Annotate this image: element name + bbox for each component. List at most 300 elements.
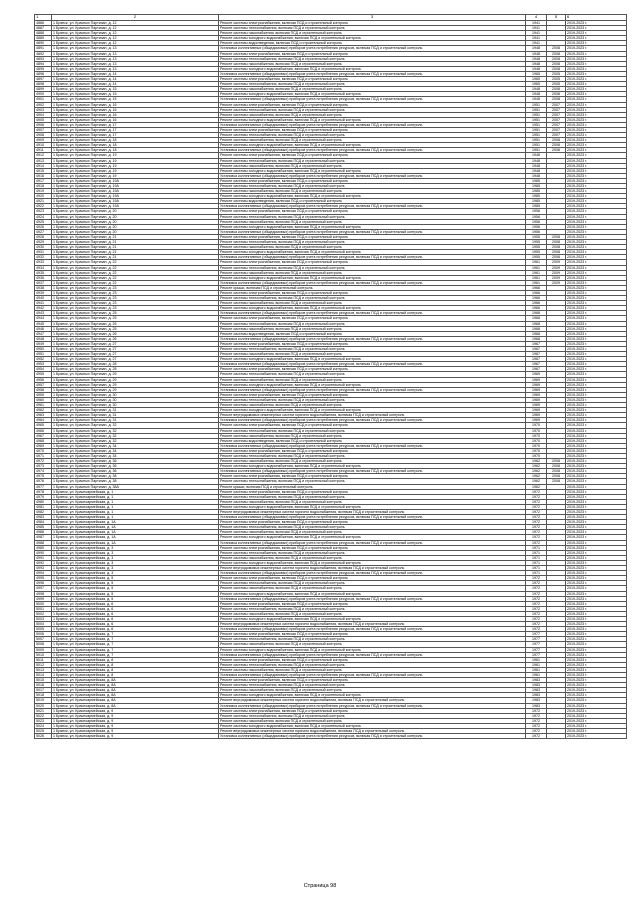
row-work-type: Ремонт крыши, включая ПСД и строительный контроль — [219, 484, 526, 489]
row-work-type: Ремонт системы газоснабжения, включая ПСД и строительный контроль — [219, 163, 526, 168]
row-address: 1 Брянск, ул. Красных Партизан, д. 25 — [52, 326, 219, 331]
row-period: 2019-2023 г. — [566, 576, 627, 581]
row-address: 1 Брянск, ул. Красных Партизан, д. 27 — [52, 357, 219, 362]
row-period: 2019-2023 г. — [566, 194, 627, 199]
row-build-year: 1970 — [526, 428, 547, 433]
row-number: 5019 — [35, 698, 52, 703]
row-address: 1 Брянск, ул. Красных Партизан, д. 16 — [52, 102, 219, 107]
row-period: 2019-2023 г. — [566, 189, 627, 194]
row-period: 2019-2023 г. — [566, 387, 627, 392]
row-build-year: 1967 — [526, 357, 547, 362]
row-build-year: 1968 — [526, 336, 547, 341]
row-address: 1 Брянск, ул. Красноармейская, д. 1 — [52, 515, 219, 520]
row-period: 2019-2023 г. — [566, 321, 627, 326]
row-build-year: 1961 — [526, 275, 547, 280]
row-work-type: Ремонт системы теплоснабжения, включая ПСД и строительный контроль — [219, 296, 526, 301]
row-repair-year: 2008 — [547, 255, 566, 260]
row-period: 2019-2023 г. — [566, 499, 627, 504]
row-period: 2019-2023 г. — [566, 306, 627, 311]
row-number: 4932 — [35, 255, 52, 260]
row-address: 1 Брянск, ул. Красных Партизан, д. 29 — [52, 387, 219, 392]
row-address: 1 Брянск, ул. Красных Партизан, д. 14 — [52, 77, 219, 82]
row-address: 1 Брянск, ул. Красных Партизан, д. 20 — [52, 224, 219, 229]
row-number: 5015 — [35, 678, 52, 683]
row-work-type: Ремонт системы газоснабжения, включая ПСД и строительный контроль — [219, 667, 526, 672]
row-number: 4961 — [35, 403, 52, 408]
row-address: 1 Брянск, ул. Красных Партизан, д. 25 — [52, 321, 219, 326]
row-work-type: Ремонт системы газоснабжения, включая ПСД и строительный контроль — [219, 530, 526, 535]
row-work-type: Ремонт системы газоснабжения, включая ПСД и строительный контроль — [219, 718, 526, 723]
row-number: 4903 — [35, 107, 52, 112]
row-address: 1 Брянск, ул. Красных Партизан, д. 38 — [52, 479, 219, 484]
row-period: 2019-2023 г. — [566, 178, 627, 183]
row-period: 2019-2023 г. — [566, 326, 627, 331]
row-period: 2019-2023 г. — [566, 209, 627, 214]
row-address: 1 Брянск, ул. Красных Партизан, д. 14 — [52, 82, 219, 87]
row-build-year: 1969 — [526, 418, 547, 423]
row-number: 4899 — [35, 87, 52, 92]
row-address: 1 Брянск, ул. Красных Партизан, д. 31 — [52, 408, 219, 413]
row-address: 1 Брянск, ул. Красноармейская, д. 5 — [52, 576, 219, 581]
row-build-year: 1951 — [526, 107, 547, 112]
row-build-year: 1967 — [526, 362, 547, 367]
row-number: 4898 — [35, 82, 52, 87]
row-address: 1 Брянск, ул. Красноармейская, д. 3 — [52, 560, 219, 565]
row-build-year: 1966 — [526, 306, 547, 311]
row-address: 1 Брянск, ул. Красных Партизан, д. 16 — [52, 107, 219, 112]
row-number: 4935 — [35, 270, 52, 275]
row-period: 2019-2023 г. — [566, 311, 627, 316]
row-work-type: Установка коллективных (общедомовых) приборов учета потребления ресурсов, включая ПСД и строительный контроль — [219, 280, 526, 285]
row-period: 2019-2023 г. — [566, 693, 627, 698]
row-address: 1 Брянск, ул. Красных Партизан, д. 36 — [52, 469, 219, 474]
row-number: 5003 — [35, 616, 52, 621]
row-work-type: Ремонт внутридомовых инженерных систем горячего водоснабжения, включая ПСД и строительный контроль — [219, 698, 526, 703]
row-number: 4983 — [35, 515, 52, 520]
row-number: 5004 — [35, 622, 52, 627]
row-address: 1 Брянск, ул. Красных Партизан, д. 34 — [52, 448, 219, 453]
row-build-year: 1972 — [526, 723, 547, 728]
row-address: 1 Брянск, ул. Красных Партизан, д. 29 — [52, 372, 219, 377]
row-period: 2019-2023 г. — [566, 606, 627, 611]
row-number: 4947 — [35, 331, 52, 336]
row-period: 2019-2023 г. — [566, 229, 627, 234]
row-work-type: Ремонт системы теплоснабжения, включая ПСД и строительный контроль — [219, 494, 526, 499]
row-number: 4994 — [35, 571, 52, 576]
row-work-type: Ремонт системы теплоснабжения, включая ПСД и строительный контроль — [219, 133, 526, 138]
row-address: 1 Брянск, ул. Красных Партизан, д. 29 — [52, 382, 219, 387]
row-build-year: 1961 — [526, 662, 547, 667]
row-address: 1 Брянск, ул. Красноармейская, д. 6 — [52, 622, 219, 627]
row-build-year: 1961 — [526, 280, 547, 285]
row-address: 1 Брянск, ул. Красных Партизан, д. 29 — [52, 377, 219, 382]
row-number: 4891 — [35, 46, 52, 51]
row-number: 5009 — [35, 647, 52, 652]
row-work-type: Ремонт системы электроснабжения, включая ПСД и строительный контроль — [219, 489, 526, 494]
row-build-year: 1970 — [526, 433, 547, 438]
row-number: 5025 — [35, 729, 52, 734]
row-work-type: Ремонт системы газоснабжения, включая ПСД и строительный контроль — [219, 326, 526, 331]
row-period: 2019-2023 г. — [566, 698, 627, 703]
row-address: 1 Брянск, ул. Красных Партизан, д. 12 — [52, 41, 219, 46]
row-work-type: Ремонт системы газоснабжения, включая ПСД и строительный контроль — [219, 138, 526, 143]
row-number: 4959 — [35, 392, 52, 397]
row-repair-year: 2008 — [547, 143, 566, 148]
row-work-type: Ремонт системы электроснабжения, включая ПСД и строительный контроль — [219, 474, 526, 479]
row-period: 2019-2023 г. — [566, 397, 627, 402]
row-work-type: Ремонт системы электроснабжения, включая ПСД и строительный контроль — [219, 77, 526, 82]
row-build-year: 1941 — [526, 26, 547, 31]
row-build-year: 1971 — [526, 560, 547, 565]
row-work-type: Ремонт системы газоснабжения, включая ПСД и строительный контроль — [219, 586, 526, 591]
row-number: 4955 — [35, 372, 52, 377]
row-number: 4993 — [35, 566, 52, 571]
row-work-type: Ремонт системы электроснабжения, включая ПСД и строительный контроль — [219, 260, 526, 265]
row-address: 1 Брянск, ул. Красноармейская, д. 1 — [52, 504, 219, 509]
row-address: 1 Брянск, ул. Красных Партизан, д. 15 — [52, 97, 219, 102]
row-period: 2019-2023 г. — [566, 347, 627, 352]
row-work-type: Ремонт системы электроснабжения, включая ПСД и строительный контроль — [219, 678, 526, 683]
row-build-year: 1970 — [526, 448, 547, 453]
row-address: 1 Брянск, ул. Красных Партизан, д. 28 — [52, 362, 219, 367]
row-address: 1 Брянск, ул. Красноармейская, д. 1 — [52, 494, 219, 499]
row-work-type: Ремонт системы холодного водоснабжения, включая ПСД и строительный контроль — [219, 464, 526, 469]
row-address: 1 Брянск, ул. Красных Партизан, д. 22 — [52, 260, 219, 265]
row-period: 2019-2023 г. — [566, 616, 627, 621]
row-work-type: Ремонт системы холодного водоснабжения, включая ПСД и строительный контроль — [219, 275, 526, 280]
row-build-year: 1966 — [526, 301, 547, 306]
row-number: 4938 — [35, 285, 52, 290]
row-number: 4978 — [35, 489, 52, 494]
row-period: 2019-2023 г. — [566, 423, 627, 428]
row-address: 1 Брянск, ул. Красноармейская, д. 1А — [52, 540, 219, 545]
row-work-type: Ремонт системы холодного водоснабжения, включая ПСД и строительный контроль — [219, 250, 526, 255]
row-period: 2019-2023 г. — [566, 280, 627, 285]
row-address: 1 Брянск, ул. Красноармейская, д. 8А — [52, 703, 219, 708]
row-work-type: Ремонт системы теплоснабжения, включая ПСД и строительный контроль — [219, 265, 526, 270]
row-build-year: 1948 — [526, 92, 547, 97]
row-work-type: Установка коллективных (общедомовых) приборов учета потребления ресурсов, включая ПСД и строительный контроль — [219, 255, 526, 260]
row-address: 1 Брянск, ул. Красных Партизан, д. 21 — [52, 250, 219, 255]
row-address: 1 Брянск, ул. Красных Партизан, д. 12 — [52, 31, 219, 36]
row-build-year: 1951 — [526, 133, 547, 138]
row-period: 2019-2023 г. — [566, 362, 627, 367]
row-number: 4928 — [35, 234, 52, 239]
row-build-year: 1985 — [526, 204, 547, 209]
row-work-type: Ремонт системы газоснабжения, включая ПСД и строительный контроль — [219, 642, 526, 647]
row-address: 1 Брянск, ул. Красноармейская, д. 3 — [52, 571, 219, 576]
row-work-type: Ремонт системы теплоснабжения, включая ПСД и строительный контроль — [219, 347, 526, 352]
row-address: 1 Брянск, ул. Красных Партизан, д. 22 — [52, 270, 219, 275]
row-work-type: Ремонт системы холодного водоснабжения, включая ПСД и строительный контроль — [219, 194, 526, 199]
row-repair-year: 2005 — [547, 82, 566, 87]
row-work-type: Ремонт системы теплоснабжения, включая ПСД и строительный контроль — [219, 107, 526, 112]
row-work-type: Установка коллективных (общедомовых) приборов учета потребления ресурсов, включая ПСД и строительный контроль — [219, 515, 526, 520]
row-work-type: Установка коллективных (общедомовых) приборов учета потребления ресурсов, включая ПСД и строительный контроль — [219, 204, 526, 209]
row-address: 1 Брянск, ул. Красноармейская, д. 9 — [52, 734, 219, 739]
row-work-type: Ремонт системы газоснабжения, включая ПСД и строительный контроль — [219, 499, 526, 504]
row-number: 5026 — [35, 734, 52, 739]
row-period: 2019-2023 г. — [566, 107, 627, 112]
row-number: 4972 — [35, 459, 52, 464]
row-number: 4894 — [35, 61, 52, 66]
row-work-type: Установка коллективных (общедомовых) приборов учета потребления ресурсов, включая ПСД и строительный контроль — [219, 229, 526, 234]
row-work-type: Ремонт системы газоснабжения, включая ПСД и строительный контроль — [219, 403, 526, 408]
row-repair-year: 2008 — [547, 138, 566, 143]
row-address: 1 Брянск, ул. Красноармейская, д. 8А — [52, 693, 219, 698]
row-period: 2019-2023 г. — [566, 316, 627, 321]
row-build-year: 1961 — [526, 667, 547, 672]
row-number: 4957 — [35, 382, 52, 387]
row-address: 1 Брянск, ул. Красных Партизан, д. 25 — [52, 311, 219, 316]
row-number: 4931 — [35, 250, 52, 255]
row-build-year: 1983 — [526, 683, 547, 688]
row-period: 2019-2023 г. — [566, 92, 627, 97]
row-work-type: Ремонт системы электроснабжения, включая ПСД и строительный контроль — [219, 316, 526, 321]
col-header-2: 2 — [52, 15, 219, 21]
row-number: 4917 — [35, 178, 52, 183]
row-work-type: Ремонт системы газоснабжения, включая ПСД и строительный контроль — [219, 688, 526, 693]
row-address: 1 Брянск, ул. Красноармейская, д. 8А — [52, 678, 219, 683]
row-address: 1 Брянск, ул. Красноармейская, д. 8 — [52, 673, 219, 678]
row-work-type: Установка коллективных (общедомовых) приборов учета потребления ресурсов, включая ПСД и строительный контроль — [219, 336, 526, 341]
row-address: 1 Брянск, ул. Красных Партизан, д. 21 — [52, 240, 219, 245]
row-period: 2019-2023 г. — [566, 428, 627, 433]
row-work-type: Ремонт системы холодного водоснабжения, включая ПСД и строительный контроль — [219, 306, 526, 311]
row-period: 2019-2023 г. — [566, 87, 627, 92]
row-work-type: Установка коллективных (общедомовых) приборов учета потребления ресурсов, включая ПСД и строительный контроль — [219, 46, 526, 51]
row-address: 1 Брянск, ул. Красноармейская, д. 7 — [52, 647, 219, 652]
row-build-year: 1961 — [526, 673, 547, 678]
row-work-type: Ремонт системы электроснабжения, включая ПСД и строительный контроль — [219, 51, 526, 56]
row-number: 4919 — [35, 189, 52, 194]
row-number: 4996 — [35, 581, 52, 586]
row-period: 2019-2023 г. — [566, 61, 627, 66]
document-sheet — [34, 14, 608, 739]
row-build-year: 1956 — [526, 219, 547, 224]
row-address: 1 Брянск, ул. Красных Партизан, д. 13 — [52, 56, 219, 61]
row-build-year: 1983 — [526, 693, 547, 698]
row-address: 1 Брянск, ул. Красных Партизан, д. 19А — [52, 184, 219, 189]
row-period: 2019-2023 г. — [566, 657, 627, 662]
row-address: 1 Брянск, ул. Красноармейская, д. 6 — [52, 611, 219, 616]
row-work-type: Ремонт системы электроснабжения, включая ПСД и строительный контроль — [219, 708, 526, 713]
row-address: 1 Брянск, ул. Красных Партизан, д. 15 — [52, 92, 219, 97]
row-address: 1 Брянск, ул. Красных Партизан, д. 19 — [52, 173, 219, 178]
row-work-type: Ремонт системы водоотведения, включая ПСД и строительный контроль — [219, 41, 526, 46]
row-build-year: 1948 — [526, 153, 547, 158]
row-period: 2019-2023 г. — [566, 331, 627, 336]
row-number: 4952 — [35, 357, 52, 362]
row-period: 2019-2023 г. — [566, 234, 627, 239]
row-number: 4984 — [35, 520, 52, 525]
row-period: 2019-2023 г. — [566, 56, 627, 61]
row-work-type: Ремонт системы теплоснабжения, включая ПСД и строительный контроль — [219, 214, 526, 219]
row-number: 4948 — [35, 336, 52, 341]
row-period: 2019-2023 г. — [566, 433, 627, 438]
row-build-year: 1968 — [526, 311, 547, 316]
row-work-type: Ремонт системы холодного водоснабжения, включая ПСД и строительный контроль — [219, 66, 526, 71]
row-number: 4997 — [35, 586, 52, 591]
row-address: 1 Брянск, ул. Красных Партизан, д. 13 — [52, 66, 219, 71]
row-build-year: 1948 — [526, 56, 547, 61]
row-build-year: 1972 — [526, 611, 547, 616]
row-period: 2019-2023 г. — [566, 555, 627, 560]
row-repair-year: 2007 — [547, 122, 566, 127]
row-period: 2019-2023 г. — [566, 667, 627, 672]
row-address: 1 Брянск, ул. Красноармейская, д. 5 — [52, 596, 219, 601]
row-address: 1 Брянск, ул. Красноармейская, д. 8А — [52, 688, 219, 693]
row-period: 2019-2023 г. — [566, 138, 627, 143]
row-number: 4988 — [35, 540, 52, 545]
row-address: 1 Брянск, ул. Красных Партизан, д. 19А — [52, 178, 219, 183]
row-period: 2019-2023 г. — [566, 148, 627, 153]
row-build-year: 1972 — [526, 729, 547, 734]
row-build-year: 1985 — [526, 184, 547, 189]
row-work-type: Ремонт системы электроснабжения, включая ПСД и строительный контроль — [219, 423, 526, 428]
row-period: 2019-2023 г. — [566, 260, 627, 265]
row-build-year: 1965 — [526, 82, 547, 87]
row-build-year: 1971 — [526, 555, 547, 560]
row-build-year: 1977 — [526, 637, 547, 642]
row-work-type: Ремонт системы холодного водоснабжения, включая ПСД и строительный контроль — [219, 168, 526, 173]
row-build-year: 1967 — [526, 341, 547, 346]
row-period: 2019-2023 г. — [566, 652, 627, 657]
row-number: 4918 — [35, 184, 52, 189]
row-period: 2019-2023 г. — [566, 688, 627, 693]
row-number: 4939 — [35, 290, 52, 295]
row-build-year: 1969 — [526, 377, 547, 382]
row-number: 4923 — [35, 209, 52, 214]
row-build-year: 1948 — [526, 168, 547, 173]
row-work-type: Ремонт системы холодного водоснабжения, включая ПСД и строительный контроль — [219, 591, 526, 596]
row-period: 2019-2023 г. — [566, 214, 627, 219]
row-number: 5007 — [35, 637, 52, 642]
row-number: 4925 — [35, 219, 52, 224]
row-period: 2019-2023 г. — [566, 703, 627, 708]
row-address: 1 Брянск, ул. Красных Партизан, д. 32 — [52, 438, 219, 443]
row-address: 1 Брянск, ул. Красных Партизан, д. 21 — [52, 245, 219, 250]
row-number: 4995 — [35, 576, 52, 581]
row-work-type: Ремонт системы теплоснабжения, включая ПСД и строительный контроль — [219, 550, 526, 555]
row-period: 2019-2023 г. — [566, 596, 627, 601]
row-build-year: 1972 — [526, 525, 547, 530]
row-repair-year: 2007 — [547, 112, 566, 117]
row-number: 4981 — [35, 504, 52, 509]
row-build-year: 1969 — [526, 392, 547, 397]
row-work-type: Установка коллективных (общедомовых) приборов учета потребления ресурсов, включая ПСД и строительный контроль — [219, 734, 526, 739]
row-build-year: 1968 — [526, 316, 547, 321]
row-repair-year: 2009 — [547, 260, 566, 265]
row-period: 2019-2023 г. — [566, 36, 627, 41]
row-address: 1 Брянск, ул. Красноармейская, д. 1 — [52, 510, 219, 515]
row-period: 2019-2023 г. — [566, 250, 627, 255]
row-address: 1 Брянск, ул. Красных Партизан, д. 38А — [52, 484, 219, 489]
row-number: 4945 — [35, 321, 52, 326]
row-period: 2019-2023 г. — [566, 632, 627, 637]
row-work-type: Ремонт системы газоснабжения, включая ПСД и строительный контроль — [219, 189, 526, 194]
row-build-year: 1951 — [526, 148, 547, 153]
row-repair-year: 2009 — [547, 270, 566, 275]
row-period: 2019-2023 г. — [566, 199, 627, 204]
row-period: 2019-2023 г. — [566, 41, 627, 46]
row-build-year: 1961 — [526, 270, 547, 275]
row-address: 1 Брянск, ул. Красных Партизан, д. 15 — [52, 87, 219, 92]
row-repair-year: 2008 — [547, 240, 566, 245]
row-number: 5021 — [35, 708, 52, 713]
row-period: 2019-2023 г. — [566, 46, 627, 51]
row-work-type: Ремонт системы холодного водоснабжения, включая ПСД и строительный контроль — [219, 36, 526, 41]
row-number: 4924 — [35, 214, 52, 219]
row-number: 4916 — [35, 173, 52, 178]
row-period: 2019-2023 г. — [566, 275, 627, 280]
row-address: 1 Брянск, ул. Красных Партизан, д. 25 — [52, 316, 219, 321]
row-build-year: 1956 — [526, 214, 547, 219]
row-number: 4979 — [35, 494, 52, 499]
row-address: 1 Брянск, ул. Красных Партизан, д. 12 — [52, 26, 219, 31]
row-build-year: 1972 — [526, 576, 547, 581]
row-address: 1 Брянск, ул. Красноармейская, д. 9 — [52, 718, 219, 723]
row-address: 1 Брянск, ул. Красных Партизан, д. 27 — [52, 352, 219, 357]
row-address: 1 Брянск, ул. Красных Партизан, д. 36 — [52, 464, 219, 469]
row-build-year: 1965 — [526, 71, 547, 76]
row-period: 2019-2023 г. — [566, 550, 627, 555]
row-number: 5005 — [35, 627, 52, 632]
row-address: 1 Брянск, ул. Красных Партизан, д. 19А — [52, 204, 219, 209]
row-work-type: Установка коллективных (общедомовых) приборов учета потребления ресурсов, включая ПСД и строительный контроль — [219, 387, 526, 392]
row-number: 4941 — [35, 301, 52, 306]
row-work-type: Ремонт системы электроснабжения, включая ПСД и строительный контроль — [219, 520, 526, 525]
row-build-year: 1970 — [526, 453, 547, 458]
table-body — [35, 21, 627, 739]
row-period: 2019-2023 г. — [566, 723, 627, 728]
row-number: 4990 — [35, 550, 52, 555]
row-number: 4921 — [35, 199, 52, 204]
row-build-year: 1972 — [526, 718, 547, 723]
row-work-type: Ремонт системы теплоснабжения, включая ПСД и строительный контроль — [219, 428, 526, 433]
row-number: 4933 — [35, 260, 52, 265]
row-period: 2019-2023 г. — [566, 708, 627, 713]
row-address: 1 Брянск, ул. Красных Партизан, д. 16 — [52, 112, 219, 117]
row-period: 2019-2023 г. — [566, 26, 627, 31]
row-period: 2019-2023 г. — [566, 662, 627, 667]
row-address: 1 Брянск, ул. Красных Партизан, д. 12 — [52, 21, 219, 26]
row-address: 1 Брянск, ул. Красноармейская, д. 8 — [52, 662, 219, 667]
row-work-type: Ремонт системы теплоснабжения, включая ПСД и строительный контроль — [219, 713, 526, 718]
row-period: 2019-2023 г. — [566, 484, 627, 489]
col-header-4: 4 — [526, 15, 547, 21]
row-work-type: Установка коллективных (общедомовых) приборов учета потребления ресурсов, включая ПСД и строительный контроль — [219, 311, 526, 316]
row-number: 4989 — [35, 545, 52, 550]
row-period: 2019-2023 г. — [566, 453, 627, 458]
row-address: 1 Брянск, ул. Красноармейская, д. 6 — [52, 606, 219, 611]
row-build-year: 1985 — [526, 178, 547, 183]
row-number: 5008 — [35, 642, 52, 647]
row-build-year: 1951 — [526, 127, 547, 132]
row-address: 1 Брянск, ул. Красных Партизан, д. 22 — [52, 265, 219, 270]
row-build-year: 1955 — [526, 234, 547, 239]
row-number: 5002 — [35, 611, 52, 616]
row-number: 4893 — [35, 56, 52, 61]
row-build-year: 1956 — [526, 229, 547, 234]
row-work-type: Установка коллективных (общедомовых) приборов учета потребления ресурсов, включая ПСД и строительный контроль — [219, 571, 526, 576]
row-number: 4985 — [35, 525, 52, 530]
row-work-type: Установка коллективных (общедомовых) приборов учета потребления ресурсов, включая ПСД и строительный контроль — [219, 652, 526, 657]
row-number: 4970 — [35, 448, 52, 453]
row-build-year: 1948 — [526, 158, 547, 163]
row-period: 2019-2023 г. — [566, 245, 627, 250]
row-number: 4934 — [35, 265, 52, 270]
